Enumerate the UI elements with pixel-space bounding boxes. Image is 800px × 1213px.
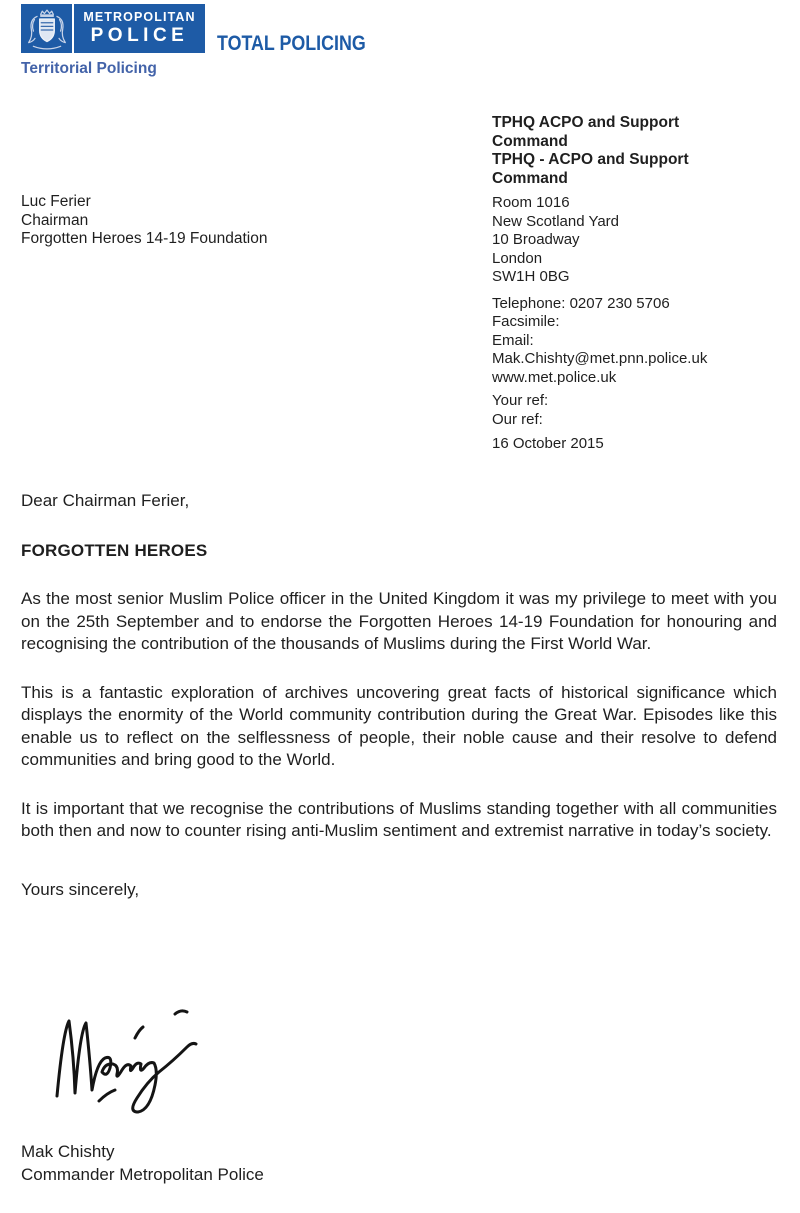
signer-name: Mak Chishty xyxy=(21,1142,115,1161)
letter-body xyxy=(21,490,777,901)
met-police-logo xyxy=(21,4,205,53)
met-police-crest-icon xyxy=(26,7,68,51)
sender-block xyxy=(492,114,787,454)
contact-facsimile: Facsimile: xyxy=(492,313,560,330)
sender-address xyxy=(492,194,787,287)
sender-command-unit xyxy=(492,114,787,188)
total-policing-slogan: TOTAL POLICING xyxy=(217,32,366,55)
recipient-title: Chairman xyxy=(21,211,89,229)
signoff-block xyxy=(21,1140,264,1186)
logo-text-metropolitan: METROPOLITAN xyxy=(83,10,196,25)
address-line-room: Room 1016 xyxy=(492,194,570,211)
subject-line: FORGOTTEN HEROES xyxy=(21,540,208,560)
recipient-organisation: Forgotten Heroes 14-19 Foundation xyxy=(21,230,268,247)
logo-wordmark xyxy=(74,4,205,53)
your-ref-label: Your ref: xyxy=(492,392,549,409)
address-line-city: London xyxy=(492,249,543,267)
contact-telephone: Telephone: 0207 230 5706 xyxy=(492,294,670,312)
contact-email-address: Mak.Chishty@met.pnn.police.uk xyxy=(492,350,708,367)
our-ref-label: Our ref: xyxy=(492,410,543,428)
contact-email-label: Email: xyxy=(492,331,534,349)
sender-command-line: TPHQ ACPO and Support xyxy=(492,114,680,131)
signature-area xyxy=(47,1000,217,1120)
paragraph-2: This is a fantastic exploration of archives uncovering great facts of historical significance which displays the enormity of the World community contribution during the Great War. Episodes like this enable us to reflect on the selflessness of people, their noble cause and their resolve to defend communities and bring good to the World. xyxy=(21,682,777,769)
closing-line: Yours sincerely, xyxy=(21,879,140,899)
territorial-policing-label: Territorial Policing xyxy=(21,60,157,77)
contact-website: www.met.police.uk xyxy=(492,368,617,386)
sender-references xyxy=(492,392,787,429)
letter-date: 16 October 2015 xyxy=(492,435,604,452)
sender-contact xyxy=(492,295,787,388)
signer-title: Commander Metropolitan Police xyxy=(21,1165,264,1184)
recipient-name: Luc Ferier xyxy=(21,193,91,210)
paragraph-1: As the most senior Muslim Police officer in the United Kingdom it was my privilege to meet with you on the 25th September and to endorse the Forgotten Heroes 14-19 Foundation for honouring and recognising the contribution of the thousands of Muslims during the First World War. xyxy=(21,589,777,653)
crest-cell xyxy=(21,4,74,53)
logo-text-police: POLICE xyxy=(90,25,189,47)
address-line-street: 10 Broadway xyxy=(492,231,580,248)
recipient-block xyxy=(21,193,267,249)
sender-command-line: Command xyxy=(492,132,568,150)
paragraph-3: It is important that we recognise the contributions of Muslims standing together with all communities both then and now to counter rising anti-Muslim sentiment and extremist narrative in today’s society. xyxy=(21,798,777,840)
sender-command-line: TPHQ - ACPO and Support xyxy=(492,151,689,168)
salutation: Dear Chairman Ferier, xyxy=(21,491,190,510)
address-line-building: New Scotland Yard xyxy=(492,212,620,230)
handwritten-signature-icon xyxy=(47,1000,217,1120)
sender-command-line: Command xyxy=(492,169,568,187)
address-line-postcode: SW1H 0BG xyxy=(492,268,570,285)
